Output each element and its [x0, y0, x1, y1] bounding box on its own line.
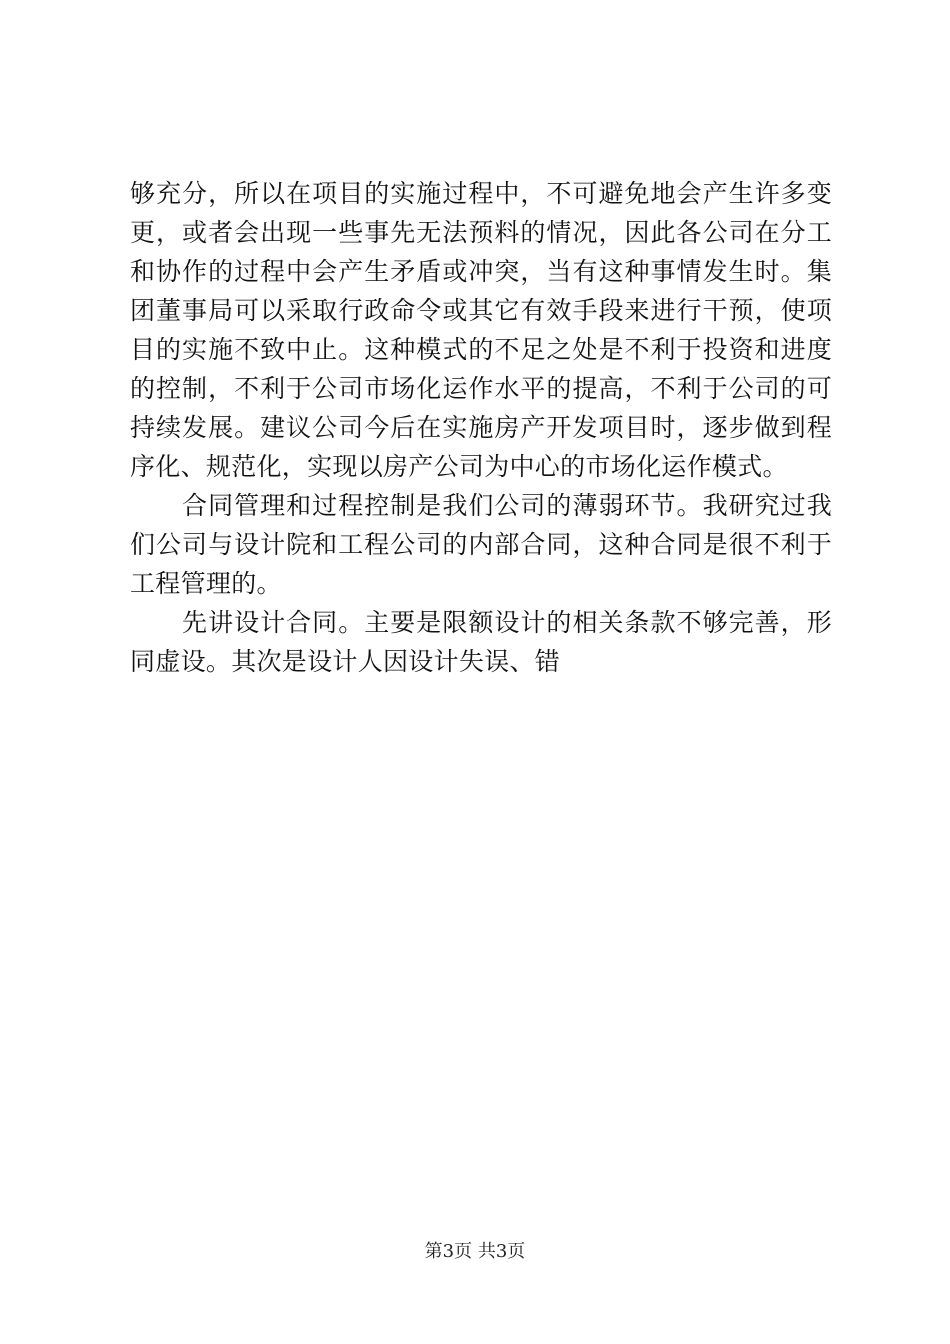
text-line: 持续发展。建议公司今后在实施房产开发项目时，逐步做到程 — [130, 413, 832, 442]
text-line: 更，或者会出现一些事先无法预料的情况，因此各公司在分工 — [130, 218, 832, 247]
text-line: 先讲设计合同。主要是限额设计的相关条款不够完善，形 — [130, 608, 832, 637]
text-line: 目的实施不致中止。这种模式的不足之处是不利于投资和进度 — [130, 335, 832, 364]
page-footer: 第3页 共3页 — [424, 1241, 526, 1262]
text-line: 够充分，所以在项目的实施过程中，不可避免地会产生许多变 — [130, 179, 832, 208]
body-text — [130, 174, 832, 681]
text-line: 序化、规范化，实现以房产公司为中心的市场化运作模式。 — [130, 452, 788, 481]
text-line: 们公司与设计院和工程公司的内部合同，这种合同是很不利于 — [130, 530, 832, 559]
text-line: 同虚设。其次是设计人因设计失误、错 — [130, 647, 561, 676]
text-line: 合同管理和过程控制是我们公司的薄弱环节。我研究过我 — [130, 491, 832, 520]
text-line: 的控制，不利于公司市场化运作水平的提高，不利于公司的可 — [130, 374, 832, 403]
text-line: 和协作的过程中会产生矛盾或冲突，当有这种事情发生时。集 — [130, 257, 832, 286]
text-line: 团董事局可以采取行政命令或其它有效手段来进行干预，使项 — [130, 296, 832, 325]
text-line: 工程管理的。 — [130, 569, 282, 598]
